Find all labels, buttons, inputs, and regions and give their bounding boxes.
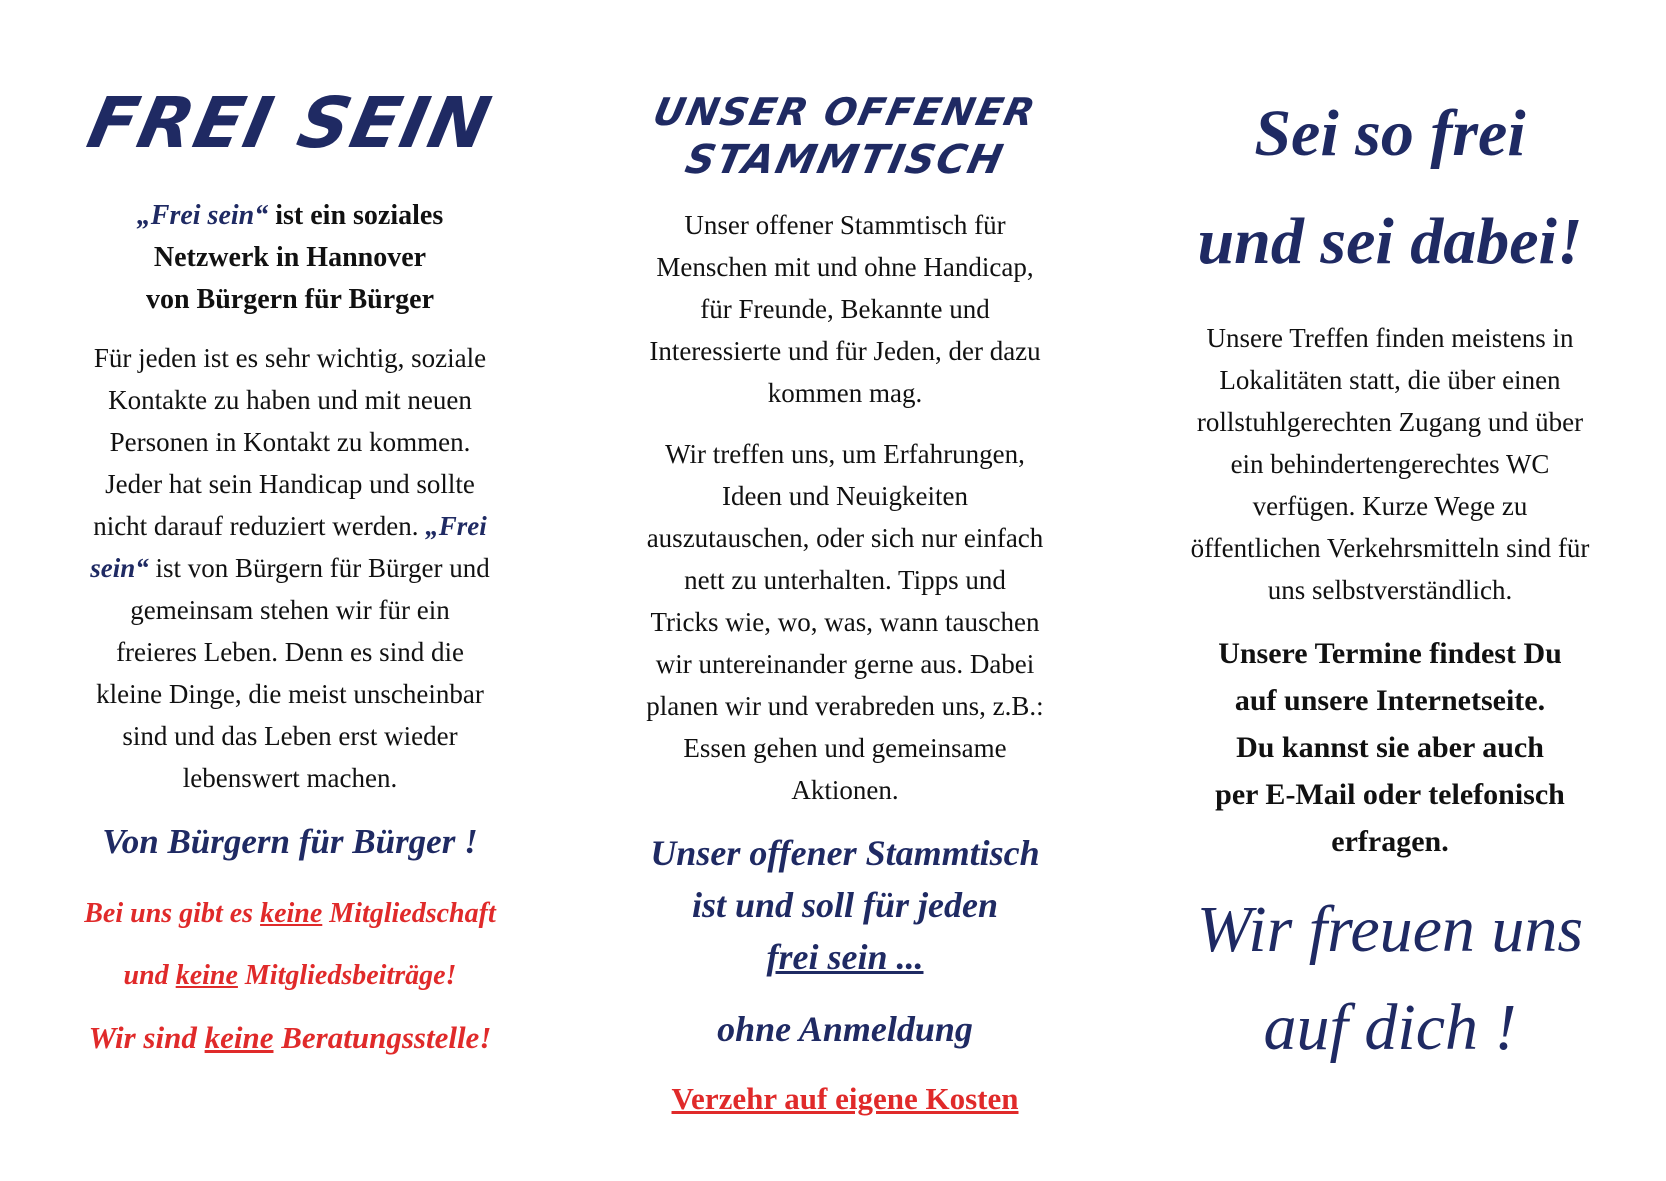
intro-line-2: Netzwerk in Hannover [153, 242, 427, 273]
body-line: uns selbstverständlich. [1267, 575, 1513, 605]
dates-line: erfragen. [1331, 825, 1449, 858]
red-text: Mitgliedschaft [322, 898, 496, 929]
body-line: rollstuhlgerechten Zugang und über [1196, 407, 1584, 437]
no-counseling-line [40, 1017, 540, 1059]
body-line: Tricks wie, wo, was, wann tauschen [650, 607, 1040, 637]
red-text: Mitgliedsbeiträge! [237, 960, 457, 991]
body-line: kleine Dinge, die meist unscheinbar [96, 679, 484, 709]
dates-line: per E-Mail oder telefonisch [1215, 778, 1565, 811]
body-line: Wir treffen uns, um Erfahrungen, [665, 439, 1025, 469]
motto: Von Bürgern für Bürger ! [102, 822, 478, 861]
body-line: lebenswert machen. [182, 763, 398, 793]
closing-line-1: Wir freuen uns [1196, 893, 1584, 966]
emphasis-keine: keine [175, 960, 238, 991]
body-line: gemeinsam stehen wir für ein [130, 595, 450, 625]
red-text: Wir sind [88, 1020, 205, 1055]
body-line [40, 548, 540, 590]
heading-sei-so-frei: Sei so frei [1254, 97, 1526, 170]
body-line: öffentlichen Verkehrsmitteln sind für [1190, 533, 1590, 563]
red-text: Bei uns gibt es [84, 898, 261, 929]
frei-sein-quote: „Frei sein“ [136, 200, 269, 231]
body-line: verfügen. Kurze Wege zu [1252, 491, 1528, 521]
heading-sei-dabei: und sei dabei! [1197, 205, 1583, 278]
no-fees-line [40, 955, 540, 997]
title-stammtisch-line-1: UNSER OFFENER [649, 90, 1041, 134]
body-line: Unser offener Stammtisch für [684, 210, 1006, 240]
stammtisch-slogan-line-2: ist und soll für jeden [691, 885, 999, 925]
body-line: Unsere Treffen finden meistens in [1206, 323, 1574, 353]
frei-sein-quote: sein“ [90, 553, 149, 583]
body-line: Jeder hat sein Handicap und sollte [105, 469, 475, 499]
body-line: für Freunde, Bekannte und [700, 294, 990, 324]
body-line: Für jeden ist es sehr wichtig, soziale [93, 343, 487, 373]
body-line: nett zu unterhalten. Tipps und [684, 565, 1006, 595]
frei-sein-tagline: frei sein ... [766, 937, 924, 977]
dates-line: auf unsere Internetseite. [1234, 684, 1546, 717]
intro-line-3: von Bürgern für Bürger [145, 284, 435, 315]
body-line: Personen in Kontakt zu kommen. [109, 427, 471, 457]
body-text: ist von Bürgern für Bürger und [148, 553, 490, 583]
dates-line: Unsere Termine findest Du [1218, 637, 1562, 670]
body-line [40, 506, 540, 548]
body-line: sind und das Leben erst wieder [122, 721, 458, 751]
own-cost-text: Verzehr auf eigene Kosten [671, 1081, 1019, 1116]
body-text: nicht darauf reduziert werden. [93, 511, 426, 541]
body-line: Menschen mit und ohne Handicap, [656, 252, 1034, 282]
body-line: freieres Leben. Denn es sind die [116, 637, 464, 667]
title-frei-sein: FREI SEIN [80, 82, 500, 164]
stammtisch-slogan-line-1: Unser offener Stammtisch [650, 833, 1040, 873]
emphasis-keine: keine [204, 1020, 274, 1055]
body-line: Aktionen. [791, 775, 899, 805]
body-line: Ideen und Neuigkeiten [722, 481, 968, 511]
dates-line: Du kannst sie aber auch [1236, 731, 1544, 764]
body-line: Interessierte und für Jeden, der dazu [649, 336, 1041, 366]
body-line: Essen gehen und gemeinsame [683, 733, 1007, 763]
body-line: kommen mag. [767, 378, 923, 408]
emphasis-keine: keine [260, 898, 323, 929]
body-line: auszutauschen, oder sich nur einfach [646, 523, 1044, 553]
no-membership-line [40, 893, 540, 935]
red-text: Beratungsstelle! [273, 1020, 492, 1055]
title-stammtisch-line-2: STAMMTISCH [681, 137, 1009, 183]
intro-text: ist ein soziales [268, 200, 444, 231]
red-text: und [123, 960, 176, 991]
body-line: Lokalitäten statt, die über einen [1219, 365, 1561, 395]
body-line: wir untereinander gerne aus. Dabei [655, 649, 1035, 679]
no-signup-text: ohne Anmeldung [717, 1009, 973, 1049]
frei-sein-quote: „Frei [425, 511, 487, 541]
body-line: ein behindertengerechtes WC [1230, 449, 1550, 479]
intro-line-1 [40, 195, 540, 237]
body-line: planen wir und verabreden uns, z.B.: [646, 691, 1044, 721]
body-line: Kontakte zu haben und mit neuen [108, 385, 472, 415]
closing-line-2: auf dich ! [1263, 991, 1517, 1064]
